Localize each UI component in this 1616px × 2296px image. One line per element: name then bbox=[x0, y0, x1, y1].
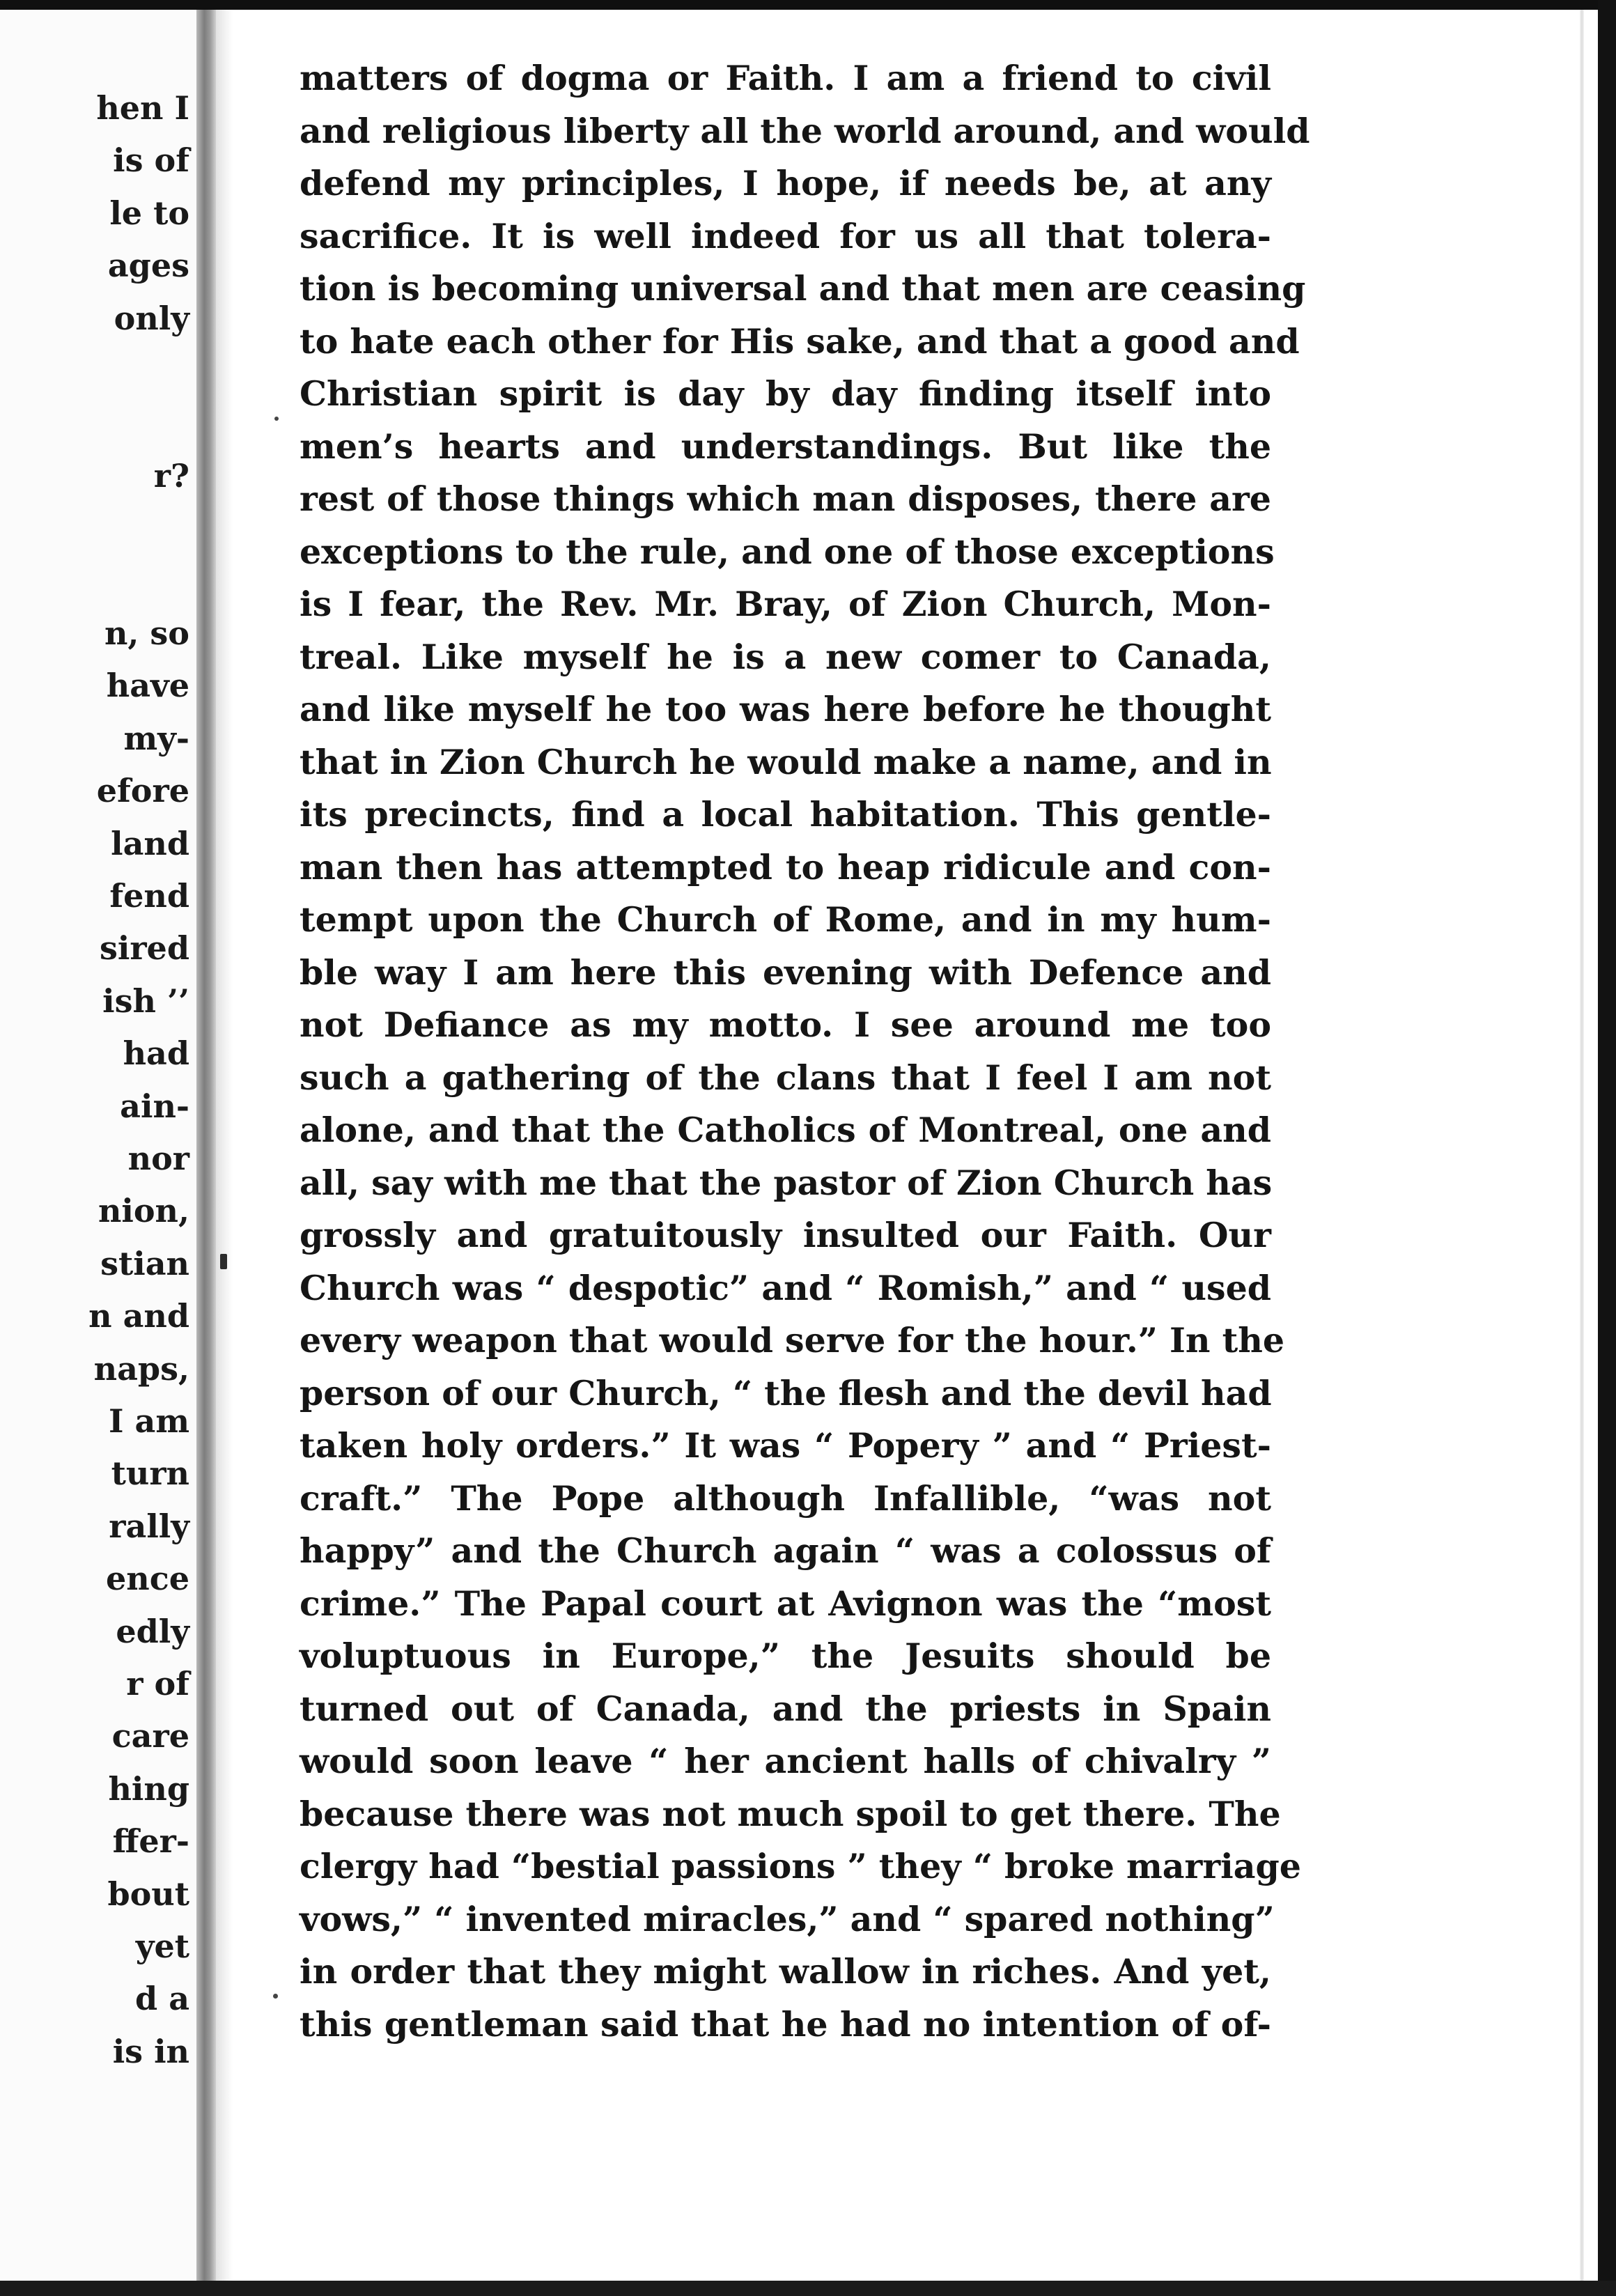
text-line: matters of dogma or Faith. I am a friend to civil bbox=[300, 58, 1271, 98]
text-line: person of our Church, “ the flesh and the devil had bbox=[300, 1372, 1272, 1413]
facing-page-line: d a bbox=[135, 1980, 189, 2018]
text-line: tempt upon the Church of Rome, and in my hum- bbox=[300, 899, 1271, 940]
text-line: Christian spirit is day by day finding itself into bbox=[300, 373, 1271, 414]
facing-page-line: efore bbox=[96, 772, 189, 810]
facing-page-line: turn bbox=[111, 1455, 189, 1493]
text-line: exceptions to the rule, and one of those exceptions bbox=[300, 531, 1275, 572]
text-line: alone, and that the Catholics of Montreal, one and bbox=[300, 1110, 1271, 1150]
facing-page-line: edly bbox=[116, 1612, 189, 1650]
page-text-body bbox=[300, 52, 1310, 2051]
text-line: defend my principles, I hope, if needs be, at any bbox=[300, 163, 1271, 203]
facing-page-line: is in bbox=[112, 2032, 189, 2070]
text-line: ble way I am here this evening with Defence and bbox=[300, 952, 1271, 993]
facing-page-line: had bbox=[123, 1034, 189, 1073]
text-line: because there was not much spoil to get there. The bbox=[300, 1793, 1281, 1834]
facing-page-line: ish ’’ bbox=[102, 982, 189, 1020]
facing-page-line: my- bbox=[123, 719, 189, 757]
text-line: and like myself he too was here before he thought bbox=[300, 689, 1271, 729]
facing-page-line: only bbox=[114, 299, 189, 337]
scan-border-top bbox=[0, 0, 1616, 10]
facing-page-line: r? bbox=[153, 456, 189, 495]
facing-page-line: le to bbox=[109, 194, 189, 232]
facing-page-line: stian bbox=[100, 1244, 189, 1282]
facing-page-line: rally bbox=[109, 1507, 189, 1545]
facing-page-line: nion, bbox=[98, 1192, 189, 1230]
facing-page-line: n, so bbox=[104, 614, 189, 652]
text-line: Church was “ despotic” and “ Romish,” and “ used bbox=[300, 1267, 1271, 1308]
facing-page-line: r of bbox=[126, 1665, 189, 1702]
text-line: clergy had “bestial passions ” they “ broke marriage bbox=[300, 1846, 1301, 1886]
text-line: every weapon that would serve for the hour.” In the bbox=[300, 1320, 1285, 1360]
gutter-shadow bbox=[216, 10, 233, 2281]
text-line: to hate each other for His sake, and that a good and bbox=[300, 320, 1300, 362]
text-line: in order that they might wallow in riches. And yet, bbox=[300, 1951, 1271, 1992]
facing-page-line: ain- bbox=[120, 1087, 189, 1125]
text-line: treal. Like myself he is a new comer to Canada, bbox=[300, 636, 1271, 677]
text-line: tion is becoming universal and that men are ceasing bbox=[300, 268, 1306, 309]
text-line: that in Zion Church he would make a name, and in bbox=[300, 741, 1272, 782]
book-gutter bbox=[196, 10, 216, 2281]
ink-speck bbox=[220, 1254, 227, 1269]
text-line: craft.” The Pope although Infallible, “was not bbox=[300, 1477, 1271, 1519]
facing-page-line: care bbox=[111, 1717, 189, 1755]
facing-page-line: is of bbox=[113, 141, 189, 180]
text-line: man then has attempted to heap ridicule and con- bbox=[300, 846, 1271, 887]
text-line: taken holy orders.” It was “ Popery ” and “ Priest- bbox=[300, 1425, 1271, 1466]
ink-speck bbox=[274, 417, 279, 421]
facing-page-line: ffer- bbox=[112, 1822, 189, 1861]
facing-page-line: ages bbox=[107, 247, 189, 285]
facing-page-line: have bbox=[106, 667, 189, 705]
text-line: crime.” The Papal court at Avignon was the “most bbox=[300, 1583, 1271, 1624]
text-line: is I fear, the Rev. Mr. Bray, of Zion Church, Mon- bbox=[300, 584, 1271, 624]
text-line: all, say with me that the pastor of Zion Church has bbox=[300, 1162, 1273, 1203]
facing-page-line: ence bbox=[106, 1560, 189, 1598]
text-line: happy” and the Church again “ was a colossus of bbox=[300, 1530, 1271, 1571]
text-line: men’s hearts and understandings. But like the bbox=[300, 426, 1271, 467]
text-line: this gentleman said that he had no intention of of- bbox=[300, 2003, 1271, 2045]
page-edge-shadow bbox=[1580, 10, 1584, 2281]
text-line: its precincts, find a local habitation. This gentle- bbox=[300, 794, 1271, 835]
text-line: rest of those things which man disposes, there are bbox=[300, 479, 1271, 519]
text-line: and religious liberty all the world around, and would bbox=[300, 110, 1310, 151]
facing-page-line: bout bbox=[107, 1875, 189, 1913]
facing-page-line: fend bbox=[109, 877, 189, 915]
text-line: grossly and gratuitously insulted our Faith. Our bbox=[300, 1215, 1271, 1255]
text-line: not Defiance as my motto. I see around me too bbox=[300, 1004, 1271, 1045]
text-line: turned out of Canada, and the priests in Spain bbox=[300, 1688, 1271, 1729]
facing-page-line: hing bbox=[108, 1769, 189, 1808]
facing-page-line: naps, bbox=[93, 1349, 189, 1388]
text-line: would soon leave “ her ancient halls of chivalry ” bbox=[300, 1741, 1271, 1781]
text-line: vows,” “ invented miracles,” and “ spared nothing” bbox=[300, 1898, 1275, 1939]
facing-page-line: sired bbox=[99, 929, 189, 968]
facing-page-line: nor bbox=[127, 1140, 189, 1177]
text-line: sacrifice. It is well indeed for us all that tolera- bbox=[300, 215, 1271, 256]
facing-page-line: hen I bbox=[96, 89, 189, 127]
facing-page-line: yet bbox=[135, 1927, 189, 1965]
facing-page-fragment bbox=[0, 10, 196, 2281]
ink-speck bbox=[273, 1994, 278, 1999]
facing-page-line: n and bbox=[88, 1297, 189, 1335]
facing-page-line: land bbox=[111, 824, 189, 862]
scan-border-bottom bbox=[0, 2281, 1616, 2296]
scan-border-right bbox=[1598, 0, 1616, 2296]
facing-page-line: I am bbox=[108, 1402, 189, 1440]
text-line: such a gathering of the clans that I feel I am not bbox=[300, 1057, 1271, 1098]
text-line: voluptuous in Europe,” the Jesuits should be bbox=[300, 1636, 1271, 1676]
